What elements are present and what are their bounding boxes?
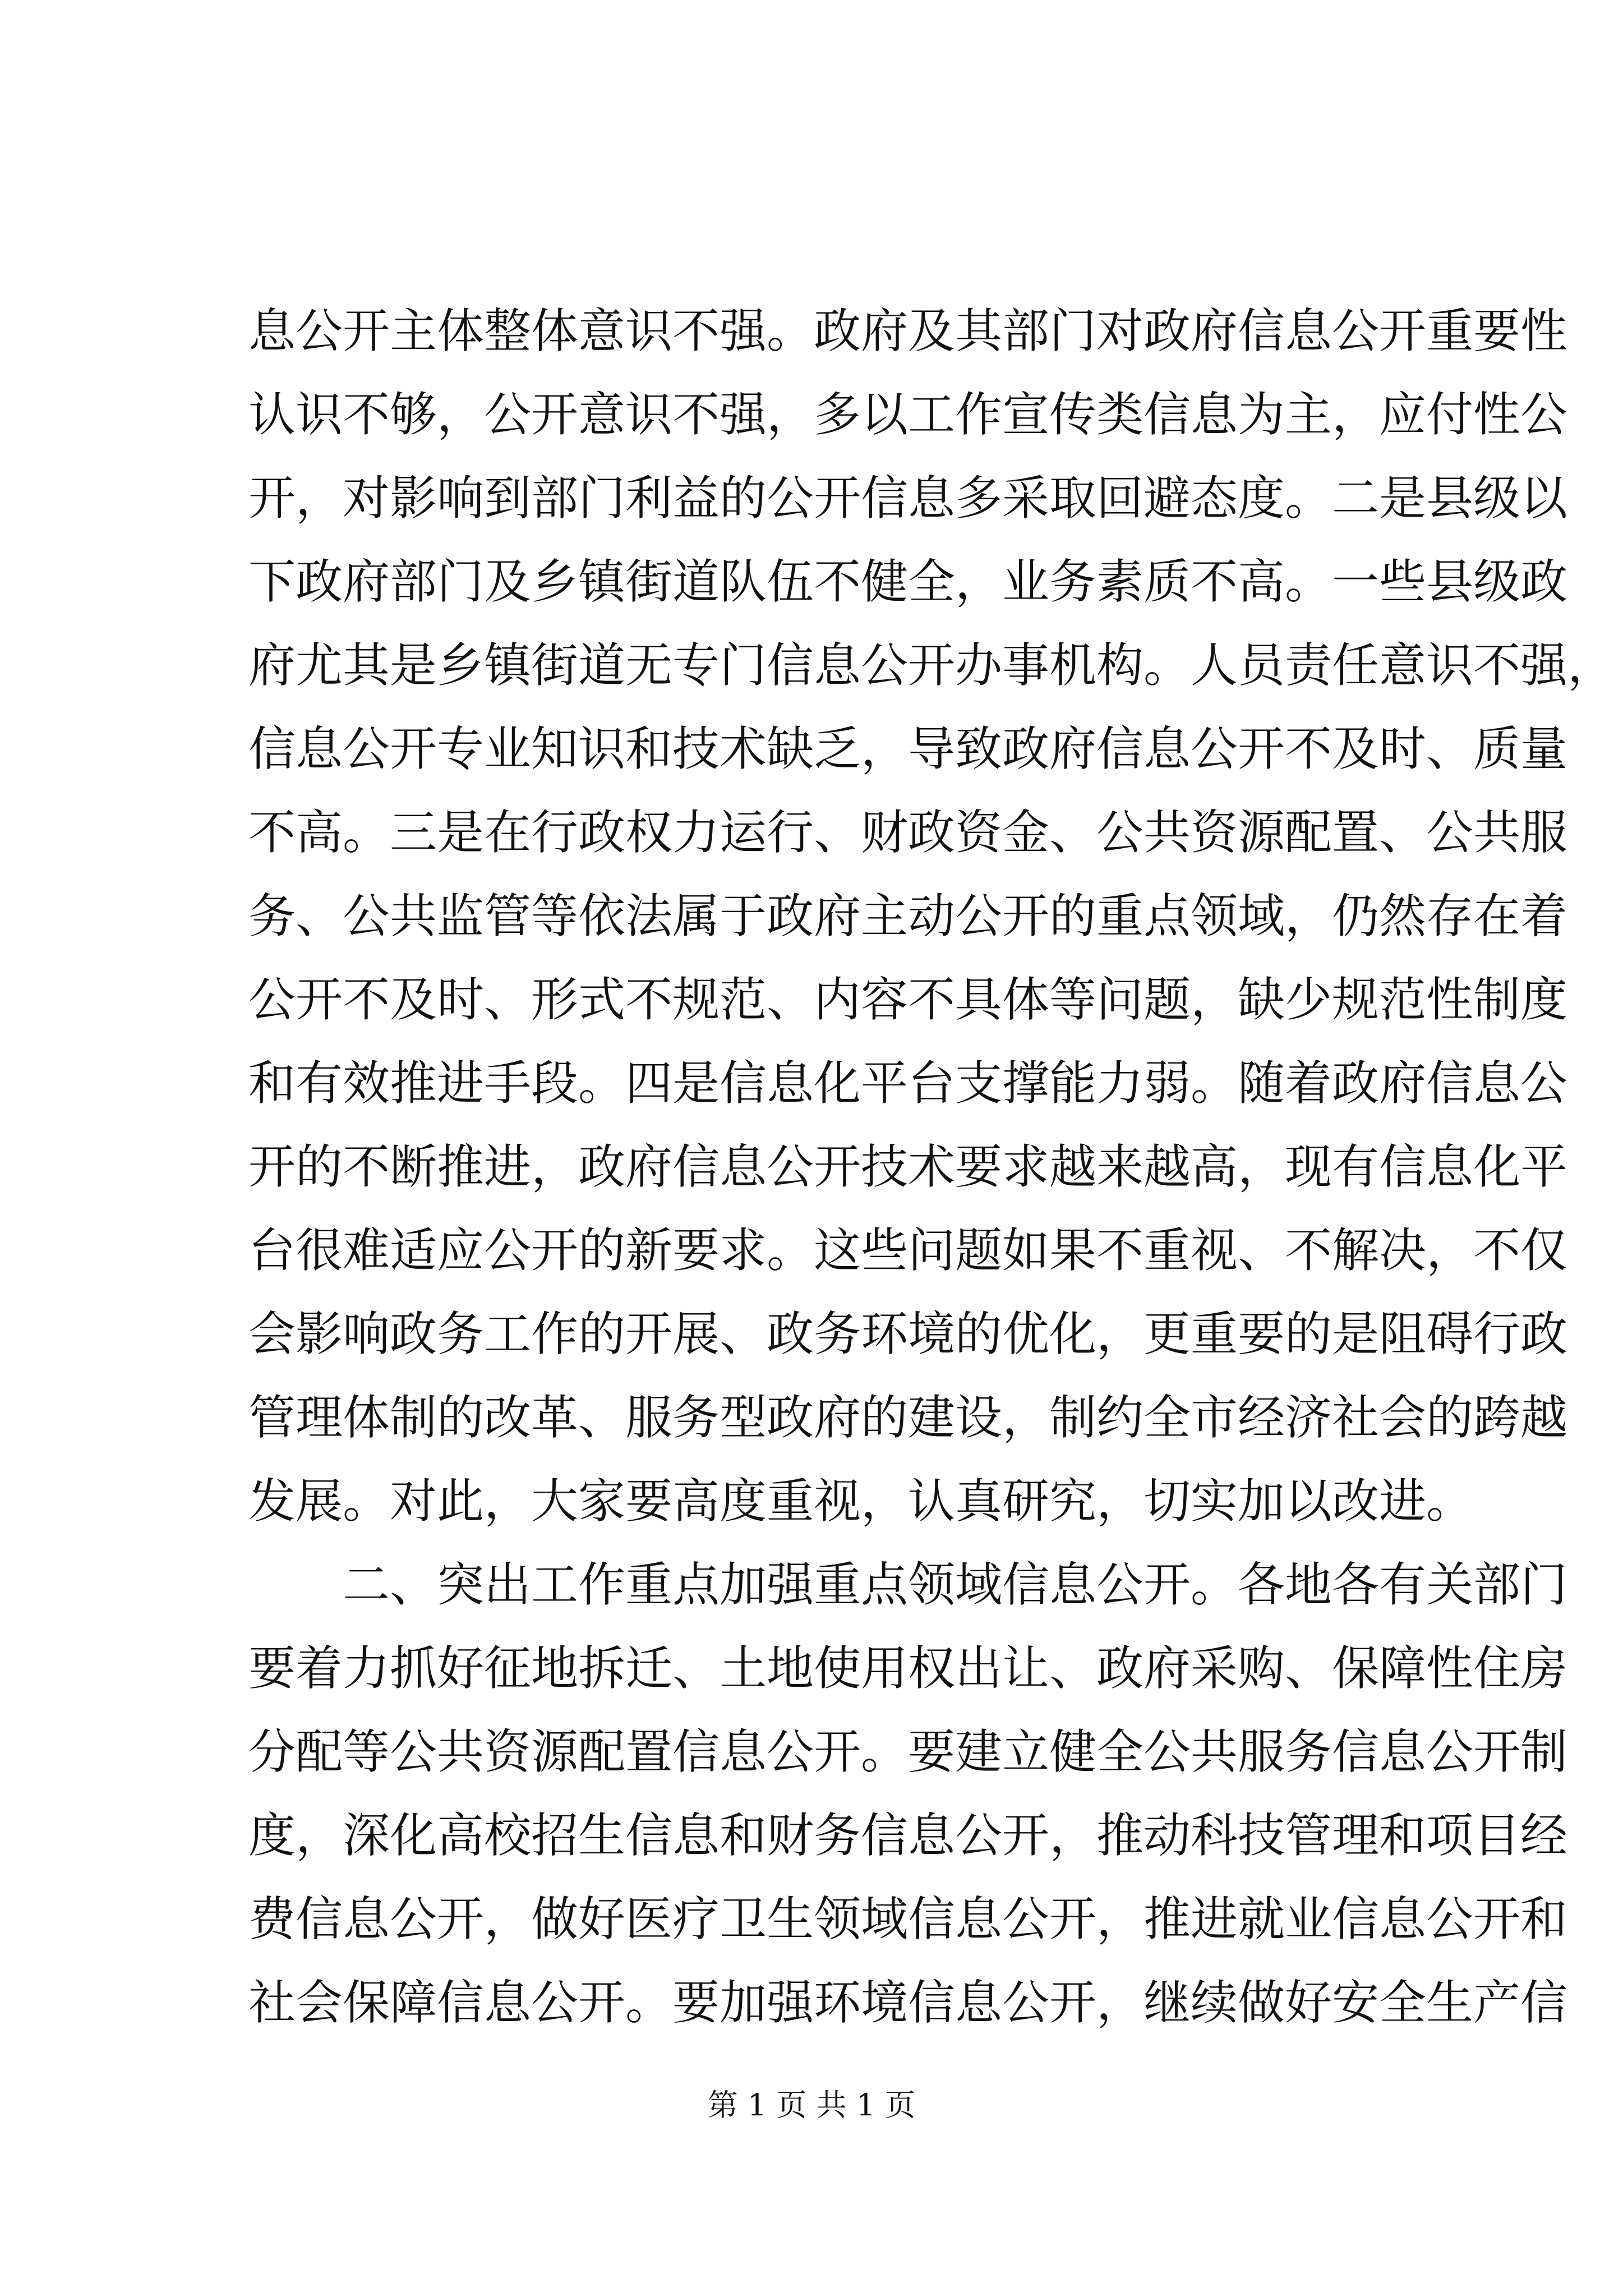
document-body xyxy=(248,289,1615,2045)
text-line: 发展。对此，大家要高度重视，认真研究，切实加以改进。 xyxy=(248,1474,1474,1529)
text-line: 台很难适应公开的新要求。这些问题如果不重视、不解决，不仅 xyxy=(248,1223,1568,1278)
text-line: 分配等公共资源配置信息公开。要建立健全公共服务信息公开制 xyxy=(248,1724,1568,1779)
text-line: 开，对影响到部门利益的公开信息多采取回避态度。二是县级以 xyxy=(248,471,1568,526)
page-footer: 第 1 页 共 1 页 xyxy=(707,2087,916,2123)
text-line: 费信息公开，做好医疗卫生领域信息公开，推进就业信息公开和 xyxy=(248,1892,1568,1947)
text-line: 公开不及时、形式不规范、内容不具体等问题，缺少规范性制度 xyxy=(248,972,1568,1027)
text-line: 要着力抓好征地拆迁、土地使用权出让、政府采购、保障性住房 xyxy=(248,1641,1568,1696)
text-line: 开的不断推进，政府信息公开技术要求越来越高，现有信息化平 xyxy=(248,1139,1568,1194)
text-line: 认识不够，公开意识不强，多以工作宣传类信息为主，应付性公 xyxy=(248,387,1568,442)
text-line: 息公开主体整体意识不强。政府及其部门对政府信息公开重要性 xyxy=(248,303,1568,358)
text-line: 管理体制的改革、服务型政府的建设，制约全市经济社会的跨越 xyxy=(248,1390,1568,1445)
text-line: 会影响政务工作的开展、政务环境的优化，更重要的是阻碍行政 xyxy=(248,1306,1568,1361)
text-line: 度，深化高校招生信息和财务信息公开，推动科技管理和项目经 xyxy=(248,1808,1568,1863)
text-line: 务、公共监管等依法属于政府主动公开的重点领域，仍然存在着 xyxy=(248,889,1568,944)
text-line: 下政府部门及乡镇街道队伍不健全，业务素质不高。一些县级政 xyxy=(248,554,1568,609)
text-line: 信息公开专业知识和技术缺乏，导致政府信息公开不及时、质量 xyxy=(248,721,1568,776)
text-line: 二、突出工作重点加强重点领域信息公开。各地各有关部门 xyxy=(343,1557,1568,1612)
text-line: 不高。三是在行政权力运行、财政资金、公共资源配置、公共服 xyxy=(248,805,1568,860)
text-line: 府尤其是乡镇街道无专门信息公开办事机构。人员责任意识不强， xyxy=(248,638,1615,693)
text-line: 社会保障信息公开。要加强环境信息公开，继续做好安全生产信 xyxy=(248,1975,1568,2030)
text-line: 和有效推进手段。四是信息化平台支撑能力弱。随着政府信息公 xyxy=(248,1056,1568,1111)
